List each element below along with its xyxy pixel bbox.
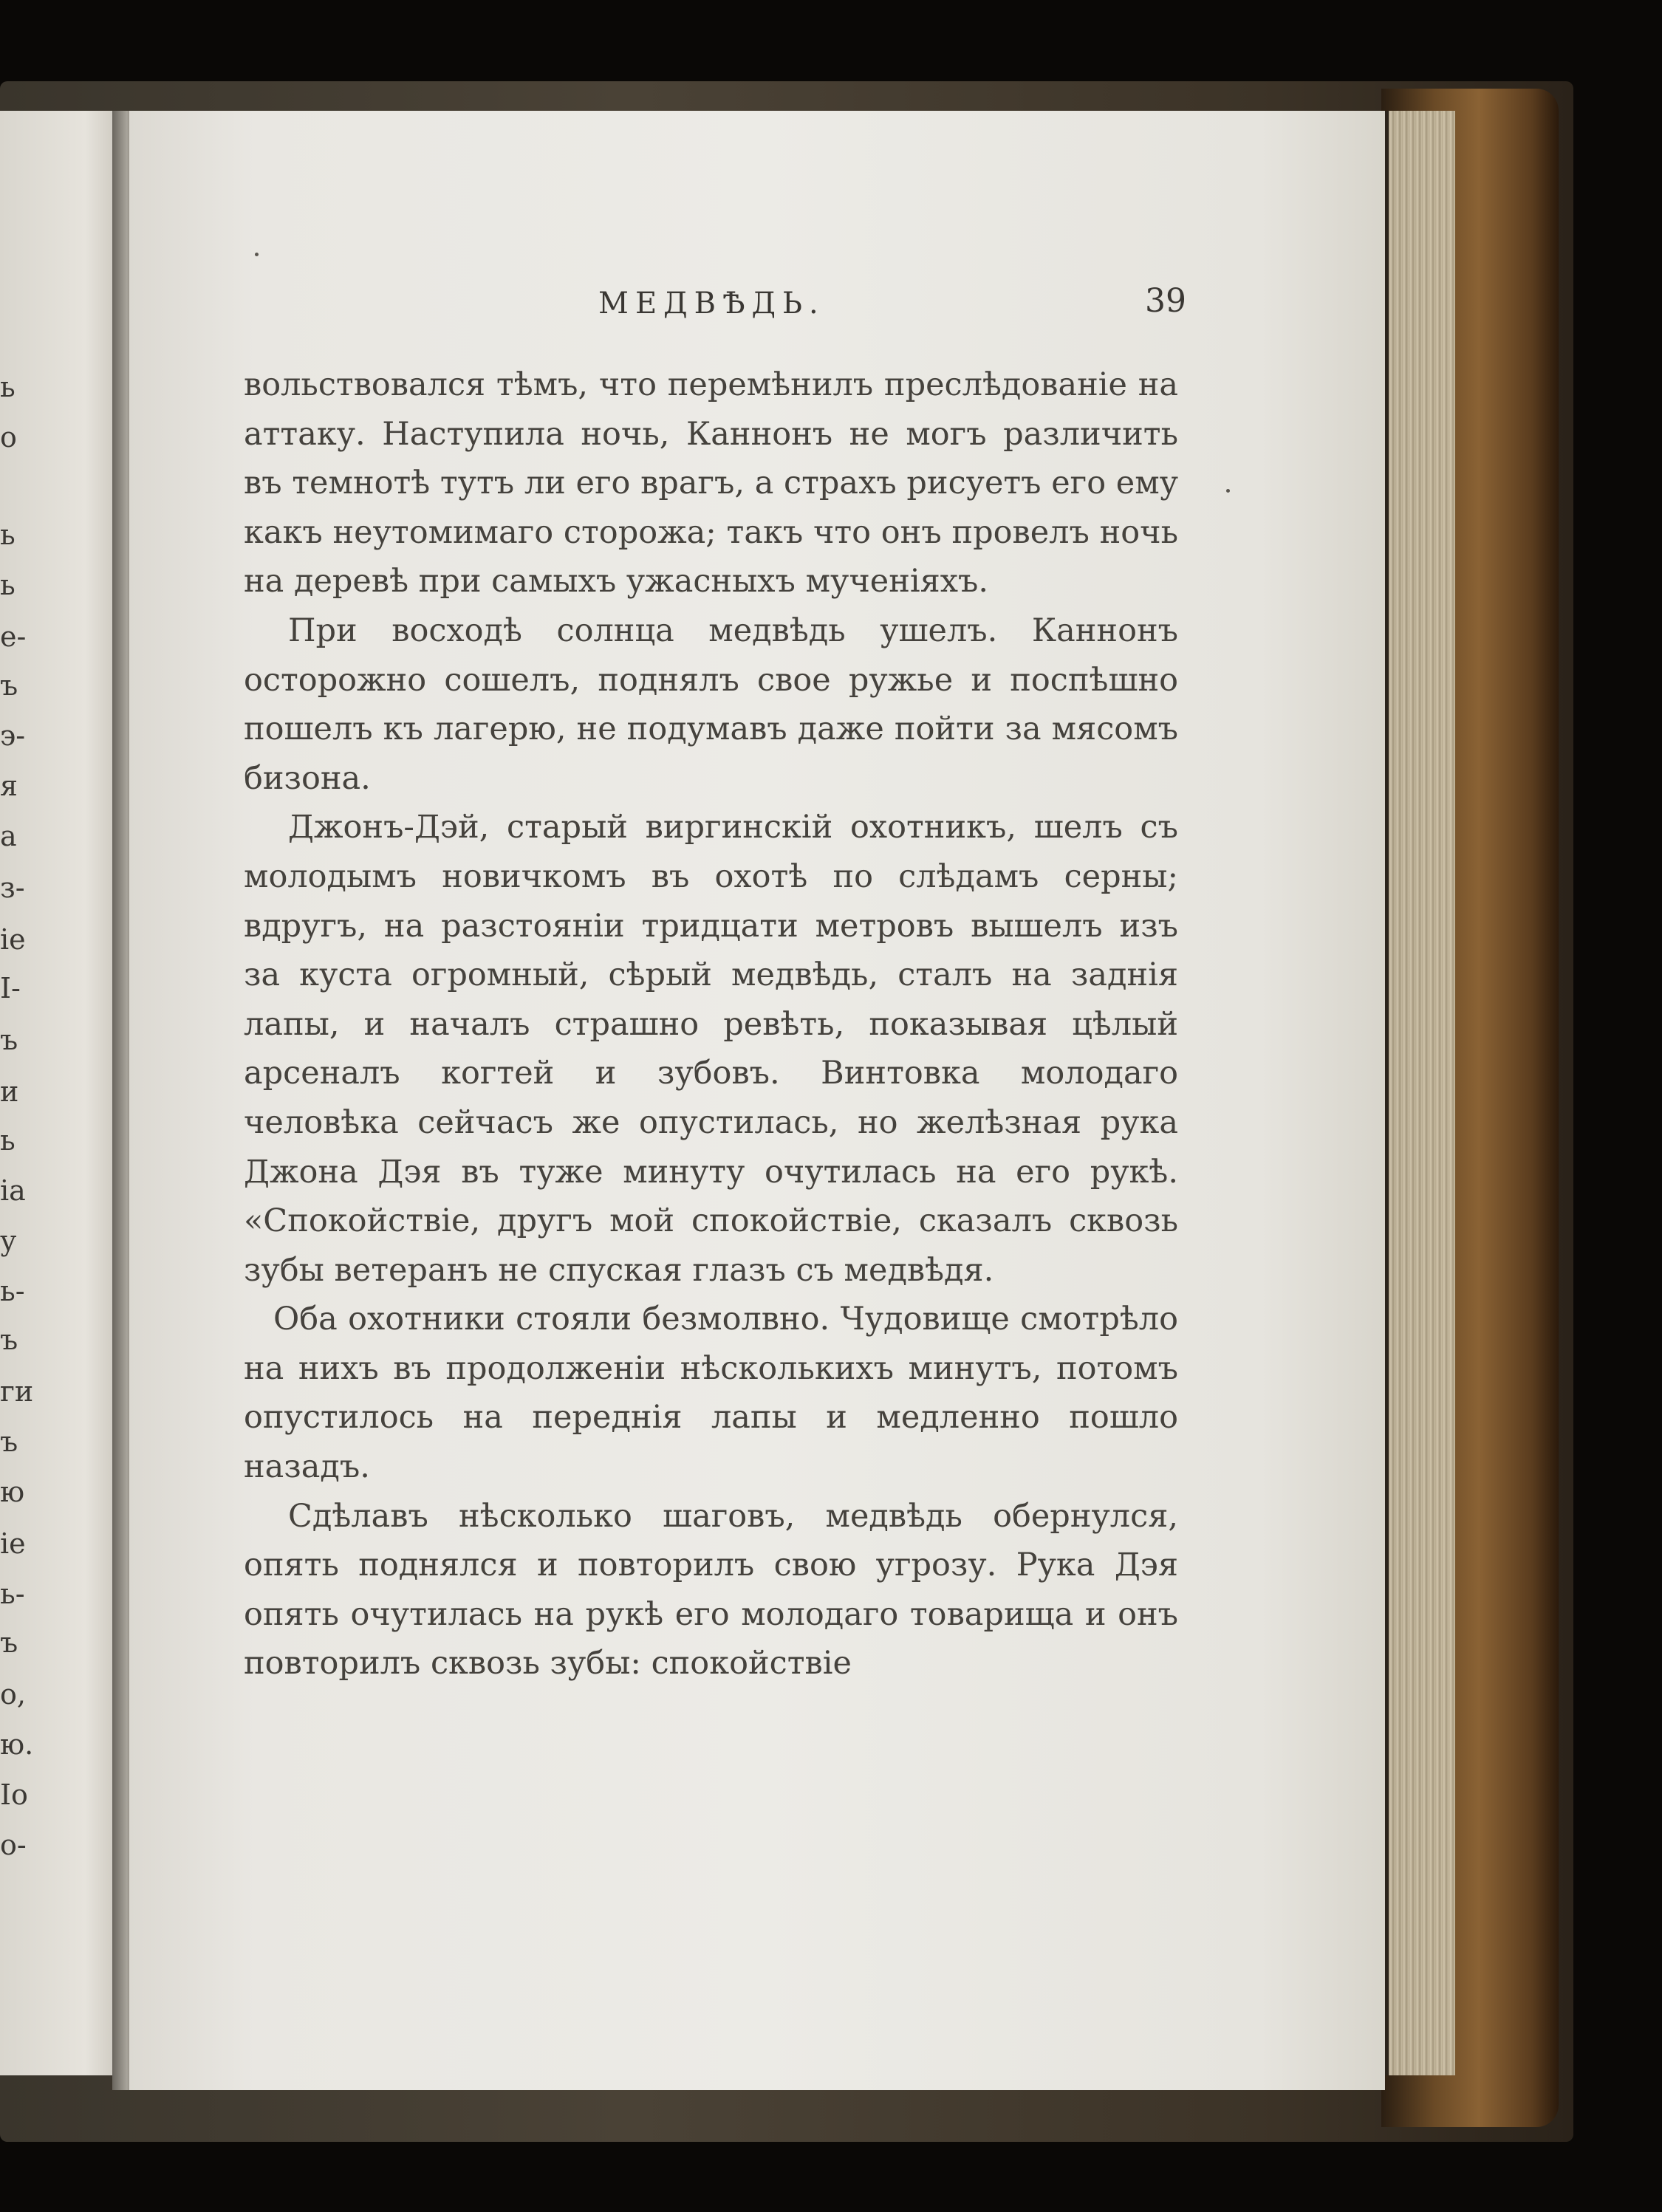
paragraph: Джонъ-Дэй, старый виргинскій охотникъ, шелъ съ молодымъ новичкомъ въ охотѣ по слѣдамъ серны; вдругъ, на разстояніи тридцати метровъ вышелъ изъ за куста огромный, сѣрый медвѣдь, сталъ на заднія лапы, и началъ страшно ревѣть, показывая цѣлый арсеналъ когтей и зубовъ. Винтовка молодаго человѣка сейчасъ же опустилась, но желѣзная рука Джона Дэя въ туже минуту очутилась на его рукѣ. «Спокойствіе, другъ мой спокойствіе, сказалъ сквозь зубы ветеранъ не спуская глазъ съ медвѣдя. — [244, 809, 1178, 1289]
left-page-fragment: I- — [0, 972, 21, 1004]
left-page-fragment: о, — [0, 1678, 26, 1711]
dust-speck — [255, 253, 259, 256]
left-page-fragment: з- — [0, 872, 25, 904]
left-page-fragment: ia — [0, 1174, 26, 1207]
left-page-fragment: ю — [0, 1476, 25, 1508]
left-page-fragment: ь — [0, 518, 16, 551]
left-page-fragment: ie — [0, 923, 26, 956]
body-text — [244, 360, 1178, 1688]
left-page-fragment: Io — [0, 1778, 28, 1811]
left-page-fragment: ъ — [0, 1024, 18, 1056]
paragraph: Оба охотники стояли безмолвно. Чудовище смотрѣло на нихъ въ продолженіи нѣсколькихъ минутъ, потомъ опустилось на переднія лапы и медленно пошло назадъ. — [244, 1301, 1178, 1486]
left-page-fragment: ь — [0, 569, 16, 601]
left-page-fragment: е- — [0, 620, 27, 653]
left-page — [0, 111, 122, 2075]
left-page-fragment: ъ — [0, 1425, 18, 1458]
left-page-fragment: ъ — [0, 669, 18, 702]
page-header — [129, 282, 1385, 331]
left-page-fragment: ь- — [0, 1275, 25, 1307]
right-page — [129, 111, 1385, 2090]
left-page-fragment: о- — [0, 1829, 27, 1861]
running-title: МЕДВѢДЬ. — [598, 287, 825, 321]
dust-speck — [1226, 489, 1230, 493]
left-page-fragment: ъ — [0, 1324, 18, 1356]
left-page-fragment: ю. — [0, 1728, 34, 1761]
left-page-fragment: о — [0, 421, 17, 453]
paragraph: Сдѣлавъ нѣсколько шаговъ, медвѣдь обернулся, опять поднялся и повторилъ свою угрозу. Рука Дэя опять очутилась на рукѣ его молодаго товарища и онъ повторилъ сквозь зубы: спокойствіе — [244, 1497, 1178, 1682]
paragraph: При восходѣ солнца медвѣдь ушелъ. Каннонъ осторожно сошелъ, поднялъ свое ружье и поспѣшно пошелъ къ лагерю, не подумавъ даже пойти за мясомъ бизона. — [244, 612, 1178, 797]
page-edges — [1389, 111, 1455, 2075]
paragraph: вольствовался тѣмъ, что перемѣнилъ преслѣдованіе на аттаку. Наступила ночь, Каннонъ не могъ различить въ темнотѣ тутъ ли его врагъ, а страхъ рисуетъ его ему какъ неутомимаго сторожа; такъ что онъ провелъ ночь на деревѣ при самыхъ ужасныхъ мученіяхъ. — [244, 366, 1178, 600]
left-page-fragment: ь — [0, 1124, 16, 1157]
left-page-fragment: ъ — [0, 1626, 18, 1659]
left-page-fragment: ги — [0, 1375, 34, 1408]
left-page-fragment: ь — [0, 371, 16, 403]
left-page-fragment: а — [0, 820, 17, 852]
left-page-fragment: у — [0, 1225, 17, 1257]
left-page-fragment: ie — [0, 1527, 26, 1560]
left-page-fragment: и — [0, 1075, 19, 1108]
left-page-fragment: э- — [0, 719, 26, 752]
left-page-fragment: я — [0, 770, 18, 802]
left-page-fragment: ь- — [0, 1578, 25, 1610]
page-number: 39 — [1145, 282, 1186, 320]
